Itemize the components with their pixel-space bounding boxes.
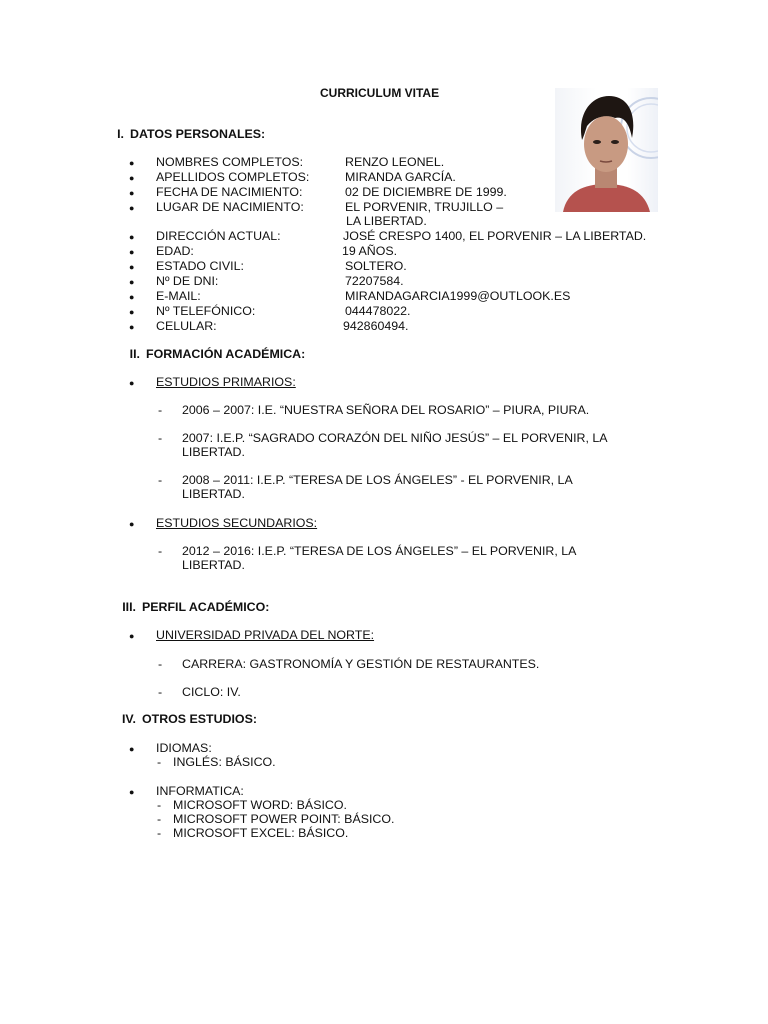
primary-study-2-cont: LIBERTAD. (182, 445, 245, 459)
value-nombres: RENZO LEONEL. (345, 155, 445, 169)
cycle-item: CICLO: IV. (182, 685, 241, 699)
bullet-icon: ● (129, 378, 135, 388)
value-lugar-nacimiento-cont: LA LIBERTAD. (346, 214, 427, 228)
dash: - (158, 657, 163, 671)
secondary-study-1: 2012 – 2016: I.E.P. “TERESA DE LOS ÁNGELES” – EL PORVENIR, LA (182, 544, 577, 558)
bullet-icon: ● (129, 247, 135, 257)
computing-heading: INFORMATICA: (156, 784, 244, 798)
dash: - (158, 685, 163, 699)
label-lugar-nacimiento: LUGAR DE NACIMIENTO: (156, 200, 304, 214)
label-telefono: Nº TELEFÓNICO: (156, 304, 256, 318)
computing-item: MICROSOFT WORD: BÁSICO. (173, 798, 347, 812)
dash: - (157, 826, 162, 840)
document-title: CURRICULUM VITAE (320, 86, 440, 100)
dash: - (158, 473, 163, 487)
bullet-icon: ● (129, 277, 135, 287)
primary-study-1: 2006 – 2007: I.E. “NUESTRA SEÑORA DEL ROSARIO” – PIURA, PIURA. (182, 403, 590, 417)
career-item: CARRERA: GASTRONOMÍA Y GESTIÓN DE RESTAURANTES. (182, 657, 540, 671)
label-email: E-MAIL: (156, 289, 201, 303)
label-edad: EDAD: (156, 244, 194, 258)
computing-item: MICROSOFT POWER POINT: BÁSICO. (173, 812, 395, 826)
profile-photo (555, 88, 658, 212)
bullet-icon: ● (129, 262, 135, 272)
bullet-icon: ● (129, 188, 135, 198)
value-fecha-nacimiento: 02 DE DICIEMBRE DE 1999. (345, 185, 507, 199)
primary-study-3: 2008 – 2011: I.E.P. “TERESA DE LOS ÁNGELES” - EL PORVENIR, LA (182, 473, 573, 487)
primary-study-3-cont: LIBERTAD. (182, 487, 245, 501)
value-direccion: JOSÉ CRESPO 1400, EL PORVENIR – LA LIBERTAD. (343, 229, 647, 243)
label-estado-civil: ESTADO CIVIL: (156, 259, 244, 273)
dash: - (158, 544, 163, 558)
label-nombres: NOMBRES COMPLETOS: (156, 155, 304, 169)
bullet-icon: ● (129, 744, 135, 754)
primary-study-2: 2007: I.E.P. “SAGRADO CORAZÓN DEL NIÑO JESÚS” – EL PORVENIR, LA (182, 431, 608, 445)
bullet-icon: ● (129, 203, 135, 213)
value-edad: 19 AÑOS. (342, 244, 398, 258)
secondary-study-1-cont: LIBERTAD. (182, 558, 245, 572)
university-heading: UNIVERSIDAD PRIVADA DEL NORTE: (156, 628, 375, 642)
bullet-icon: ● (129, 519, 135, 529)
bullet-icon: ● (129, 292, 135, 302)
value-apellidos: MIRANDA GARCÍA. (345, 170, 456, 184)
label-apellidos: APELLIDOS COMPLETOS: (156, 170, 310, 184)
value-celular: 942860494. (343, 319, 409, 333)
dash: - (157, 812, 162, 826)
section-heading-profile: III. PERFIL ACADÉMICO: (122, 600, 270, 614)
computing-item: MICROSOFT EXCEL: BÁSICO. (173, 826, 349, 840)
label-direccion: DIRECCIÓN ACTUAL: (156, 229, 281, 243)
language-item: INGLÉS: BÁSICO. (173, 755, 276, 769)
value-dni: 72207584. (345, 274, 404, 288)
value-lugar-nacimiento: EL PORVENIR, TRUJILLO – (345, 200, 504, 214)
section-heading-formation: II. FORMACIÓN ACADÉMICA: (129, 347, 306, 361)
label-fecha-nacimiento: FECHA DE NACIMIENTO: (156, 185, 303, 199)
languages-heading: IDIOMAS: (156, 741, 212, 755)
dash: - (158, 403, 163, 417)
bullet-icon: ● (129, 787, 135, 797)
bullet-icon: ● (129, 232, 135, 242)
label-dni: Nº DE DNI: (156, 274, 219, 288)
bullet-icon: ● (129, 631, 135, 641)
secondary-studies-heading: ESTUDIOS SECUNDARIOS: (156, 516, 318, 530)
value-telefono: 044478022. (345, 304, 411, 318)
bullet-icon: ● (129, 158, 135, 168)
bullet-icon: ● (129, 307, 135, 317)
dash: - (157, 798, 162, 812)
dash: - (157, 755, 162, 769)
bullet-icon: ● (129, 322, 135, 332)
label-celular: CELULAR: (156, 319, 217, 333)
section-heading-other: IV. OTROS ESTUDIOS: (121, 712, 257, 726)
dash: - (158, 431, 163, 445)
value-estado-civil: SOLTERO. (345, 259, 407, 273)
value-email: MIRANDAGARCIA1999@OUTLOOK.ES (345, 289, 571, 303)
section-heading-personal: I. DATOS PERSONALES: (117, 127, 266, 141)
bullet-icon: ● (129, 173, 135, 183)
primary-studies-heading: ESTUDIOS PRIMARIOS: (156, 375, 296, 389)
